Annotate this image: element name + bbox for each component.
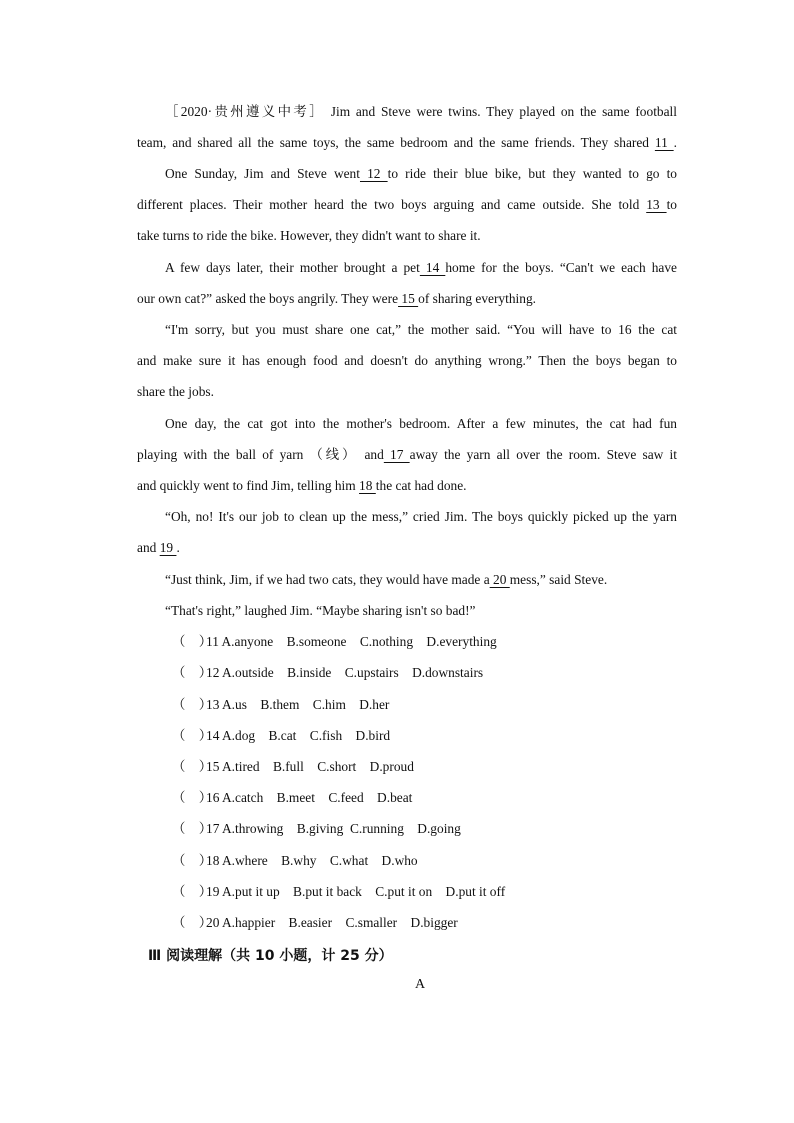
option-row-17 bbox=[172, 820, 461, 838]
passage-line-1 bbox=[165, 103, 677, 121]
option-text: 13 A.us B.them C.him D.her bbox=[206, 697, 390, 712]
text: of sharing everything. bbox=[418, 291, 537, 306]
option-row-19 bbox=[172, 883, 505, 901]
text: to ride their blue bike, but they wanted to go to bbox=[387, 166, 677, 181]
blank-17: 17 bbox=[383, 447, 410, 462]
passage-line-9 bbox=[137, 352, 677, 370]
text: away the yarn all over the room. Steve saw it bbox=[409, 447, 677, 462]
text: share the jobs. bbox=[137, 384, 214, 399]
answer-bracket: （ ） bbox=[172, 728, 213, 743]
blank-14: 14 bbox=[419, 260, 446, 275]
passage-line-5 bbox=[137, 227, 677, 245]
passage-line-15 bbox=[137, 539, 677, 557]
text: take turns to ride the bike. However, they didn't want to share it. bbox=[137, 228, 481, 243]
option-row-13 bbox=[172, 696, 389, 714]
blank-20: 20 bbox=[489, 572, 510, 587]
option-text: 19 A.put it up B.put it back C.put it on D.put it off bbox=[206, 884, 506, 899]
answer-bracket: （ ） bbox=[172, 697, 213, 712]
option-text: 20 A.happier B.easier C.smaller D.bigger bbox=[206, 915, 458, 930]
text: ［2020·贵州遵义中考］ Jim and Steve were twins. They played on the same football bbox=[165, 104, 677, 119]
answer-bracket: （ ） bbox=[172, 665, 213, 680]
text: “That's right,” laughed Jim. “Maybe sharing isn't so bad!” bbox=[165, 603, 476, 618]
passage-line-12 bbox=[137, 446, 677, 464]
blank-19: 19 bbox=[159, 540, 177, 555]
option-text: 11 A.anyone B.someone C.nothing D.everything bbox=[206, 634, 497, 649]
text: “Just think, Jim, if we had two cats, they would have made a bbox=[165, 572, 490, 587]
option-row-20 bbox=[172, 914, 458, 932]
option-row-11 bbox=[172, 633, 497, 651]
passage-line-4 bbox=[137, 196, 677, 214]
text: and quickly went to find Jim, telling him bbox=[137, 478, 360, 493]
option-text: 17 A.throwing B.giving C.running D.going bbox=[206, 821, 461, 836]
answer-bracket: （ ） bbox=[172, 853, 213, 868]
text: . bbox=[673, 135, 677, 150]
text: and make sure it has enough food and doesn't do anything wrong.” Then the boys began to bbox=[137, 353, 677, 368]
text: and bbox=[137, 540, 160, 555]
option-row-18 bbox=[172, 852, 418, 870]
text: different places. Their mother heard the two boys arguing and came outside. She told bbox=[137, 197, 647, 212]
text: team, and shared all the same toys, the same bedroom and the same friends. They shared bbox=[137, 135, 655, 150]
answer-bracket: （ ） bbox=[172, 884, 213, 899]
passage-line-17 bbox=[165, 602, 677, 620]
text: One day, the cat got into the mother's bedroom. After a few minutes, the cat had fun bbox=[165, 416, 677, 431]
option-text: 12 A.outside B.inside C.upstairs D.downstairs bbox=[206, 665, 484, 680]
passage-line-6 bbox=[165, 259, 677, 277]
blank-12: 12 bbox=[359, 166, 388, 181]
text: to bbox=[666, 197, 677, 212]
option-text: 15 A.tired B.full C.short D.proud bbox=[206, 759, 414, 774]
text: the cat had done. bbox=[375, 478, 467, 493]
option-row-15 bbox=[172, 758, 414, 776]
option-row-14 bbox=[172, 727, 390, 745]
text: One Sunday, Jim and Steve went bbox=[165, 166, 360, 181]
text: . bbox=[176, 540, 180, 555]
text: “I'm sorry, but you must share one cat,” the mother said. “You will have to 16 the cat bbox=[165, 322, 677, 337]
option-text: 16 A.catch B.meet C.feed D.beat bbox=[206, 790, 413, 805]
answer-bracket: （ ） bbox=[172, 821, 213, 836]
passage-line-13 bbox=[137, 477, 677, 495]
option-text: 18 A.where B.why C.what D.who bbox=[206, 853, 418, 868]
passage-line-10 bbox=[137, 383, 677, 401]
text: our own cat?” asked the boys angrily. They were bbox=[137, 291, 399, 306]
text: playing with the ball of yarn （线） and bbox=[137, 447, 384, 462]
text: A few days later, their mother brought a pet bbox=[165, 260, 420, 275]
passage-line-3 bbox=[165, 165, 677, 183]
section-subheading: A bbox=[415, 977, 426, 992]
text: “Oh, no! It's our job to clean up the mess,” cried Jim. The boys quickly picked up the yarn bbox=[165, 509, 677, 524]
passage-line-16 bbox=[165, 571, 677, 589]
blank-15: 15 bbox=[398, 291, 419, 306]
answer-bracket: （ ） bbox=[172, 790, 213, 805]
answer-bracket: （ ） bbox=[172, 759, 213, 774]
passage-line-11 bbox=[165, 415, 677, 433]
blank-13: 13 bbox=[646, 197, 667, 212]
passage-line-14 bbox=[165, 508, 677, 526]
option-row-16 bbox=[172, 789, 412, 807]
answer-bracket: （ ） bbox=[172, 634, 213, 649]
text: mess,” said Steve. bbox=[509, 572, 608, 587]
option-row-12 bbox=[172, 664, 483, 682]
section-heading: Ⅲ 阅读理解（共 10 小题，计 25 分） bbox=[148, 948, 393, 964]
passage-line-7 bbox=[137, 290, 677, 308]
text: home for the boys. “Can't we each have bbox=[445, 260, 677, 275]
answer-bracket: （ ） bbox=[172, 915, 213, 930]
blank-18: 18 bbox=[359, 478, 376, 493]
passage-line-2 bbox=[137, 134, 677, 152]
passage-line-8 bbox=[165, 321, 677, 339]
option-text: 14 A.dog B.cat C.fish D.bird bbox=[206, 728, 391, 743]
blank-11: 11 bbox=[654, 135, 674, 150]
